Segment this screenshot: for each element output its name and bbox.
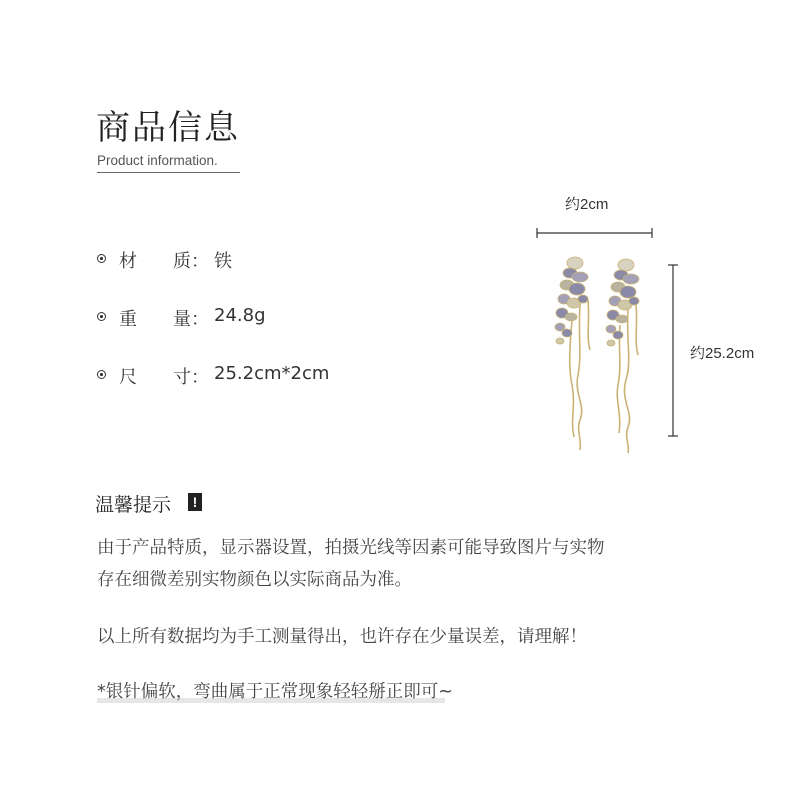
bullet-icon <box>97 254 106 263</box>
tips-title: 温馨提示 <box>95 494 172 516</box>
spec-label: 重 量： <box>119 309 209 330</box>
bullet-icon <box>97 312 106 321</box>
spec-value: 25.2cm*2cm <box>214 363 330 384</box>
spec-label: 材 质： <box>119 251 209 272</box>
left-earring <box>555 257 590 450</box>
spec-value: 24.8g <box>214 305 266 326</box>
bullet-icon <box>97 370 106 379</box>
tips-line-2: 存在细微差别实物颜色以实际商品为准。 <box>97 570 412 590</box>
spec-value: 铁 <box>214 251 232 272</box>
width-dimension-line <box>537 228 652 238</box>
height-dimension-line <box>668 265 678 436</box>
height-dimension-label: 约25.2cm <box>690 345 755 362</box>
width-dimension-label: 约2cm <box>565 196 609 213</box>
tips-note: *银针偏软，弯曲属于正常现象轻轻掰正即可~ <box>97 682 453 702</box>
earring-illustration <box>520 215 700 465</box>
tips-line-3: 以上所有数据均为手工测量得出，也许存在少量误差，请理解！ <box>97 627 587 647</box>
exclamation-icon: ! <box>188 493 202 511</box>
page-title: 商品信息 <box>96 108 240 148</box>
right-earring <box>606 259 639 453</box>
tips-line-1: 由于产品特质，显示器设置，拍摄光线等因素可能导致图片与实物 <box>97 538 605 558</box>
spec-label: 尺 寸： <box>119 367 209 388</box>
page-subtitle: Product information. <box>97 153 218 168</box>
subtitle-underline <box>97 172 240 173</box>
